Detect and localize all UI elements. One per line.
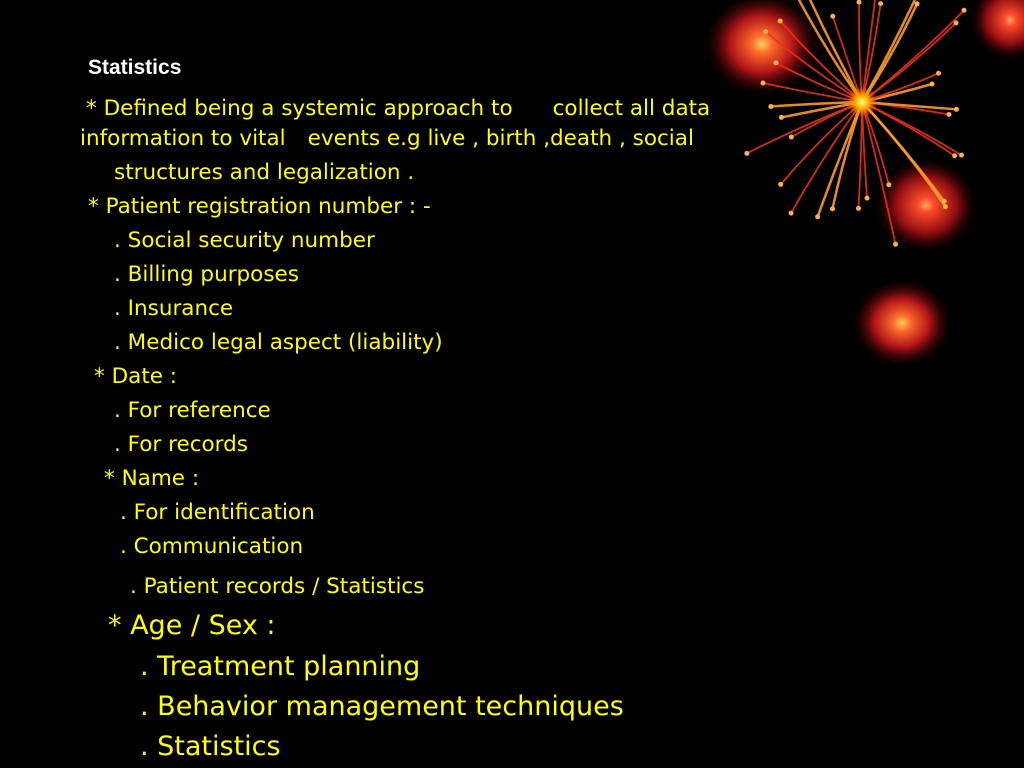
- firework-spark: [865, 196, 870, 201]
- firework-spark: [954, 107, 959, 112]
- firework-spark: [930, 82, 935, 87]
- defined-line-2: [80, 128, 694, 150]
- date-item: . For reference: [114, 398, 271, 423]
- firework-spark: [952, 153, 957, 158]
- firework-spark: [774, 60, 779, 65]
- age-sex-heading: * Age / Sex :: [108, 610, 276, 641]
- name-item: . Patient records / Statistics: [130, 574, 425, 599]
- registration-item: . Billing purposes: [114, 262, 299, 287]
- firework-spark: [763, 29, 768, 34]
- name-item: . Communication: [120, 534, 304, 559]
- defined-text-d: events e.g live , birth ,death , social: [307, 126, 694, 151]
- name-heading: * Name :: [104, 466, 200, 491]
- firework-spark: [954, 20, 959, 25]
- orb-bottom: [852, 279, 952, 367]
- firework-spark: [830, 206, 835, 211]
- firework-spark: [856, 206, 861, 211]
- registration-item: . Insurance: [114, 296, 234, 321]
- defined-text-a: * Defined being a systemic approach to: [86, 96, 513, 121]
- age-sex-item: . Statistics: [140, 731, 281, 762]
- firework-spark: [857, 0, 862, 5]
- defined-text-c: information to vital: [80, 126, 286, 151]
- firework-spark: [830, 14, 835, 19]
- registration-heading: * Patient registration number : -: [88, 194, 431, 219]
- registration-item: . Medico legal aspect (liability): [114, 330, 443, 355]
- name-item: . For identification: [120, 500, 315, 525]
- defined-line-3: structures and legalization .: [114, 160, 415, 185]
- firework-spark: [942, 199, 947, 204]
- firework-spark: [962, 8, 967, 13]
- slide-title: Statistics: [88, 56, 182, 79]
- date-item: . For records: [114, 432, 248, 457]
- registration-item: . Social security number: [114, 228, 375, 253]
- firework-spark: [778, 182, 783, 187]
- date-heading: * Date :: [94, 364, 178, 389]
- age-sex-item: . Behavior management techniques: [140, 691, 624, 722]
- firework-core: [846, 86, 878, 118]
- firework-spark: [878, 1, 883, 6]
- firework-spark: [915, 1, 920, 6]
- defined-text-b: collect all data: [552, 96, 711, 121]
- firework-spark: [959, 153, 964, 158]
- firework-spark: [779, 115, 784, 120]
- orb-far-right: [970, 0, 1024, 60]
- firework-spark: [789, 211, 794, 216]
- firework-ray: [832, 102, 862, 209]
- firework-spark: [946, 112, 951, 117]
- firework-spark: [815, 214, 820, 219]
- firework-spark: [886, 182, 891, 187]
- firework-spark: [936, 71, 941, 76]
- firework-spark: [943, 204, 948, 209]
- firework-ray: [862, 102, 955, 156]
- firework-spark: [789, 135, 794, 140]
- firework-spark: [744, 151, 749, 156]
- orb-right: [874, 157, 978, 253]
- defined-line-1: [86, 98, 710, 120]
- firework-spark: [768, 104, 773, 109]
- firework-spark: [778, 19, 783, 24]
- firework-spark: [893, 242, 898, 247]
- firework-spark: [761, 81, 766, 86]
- age-sex-item: . Treatment planning: [140, 651, 421, 682]
